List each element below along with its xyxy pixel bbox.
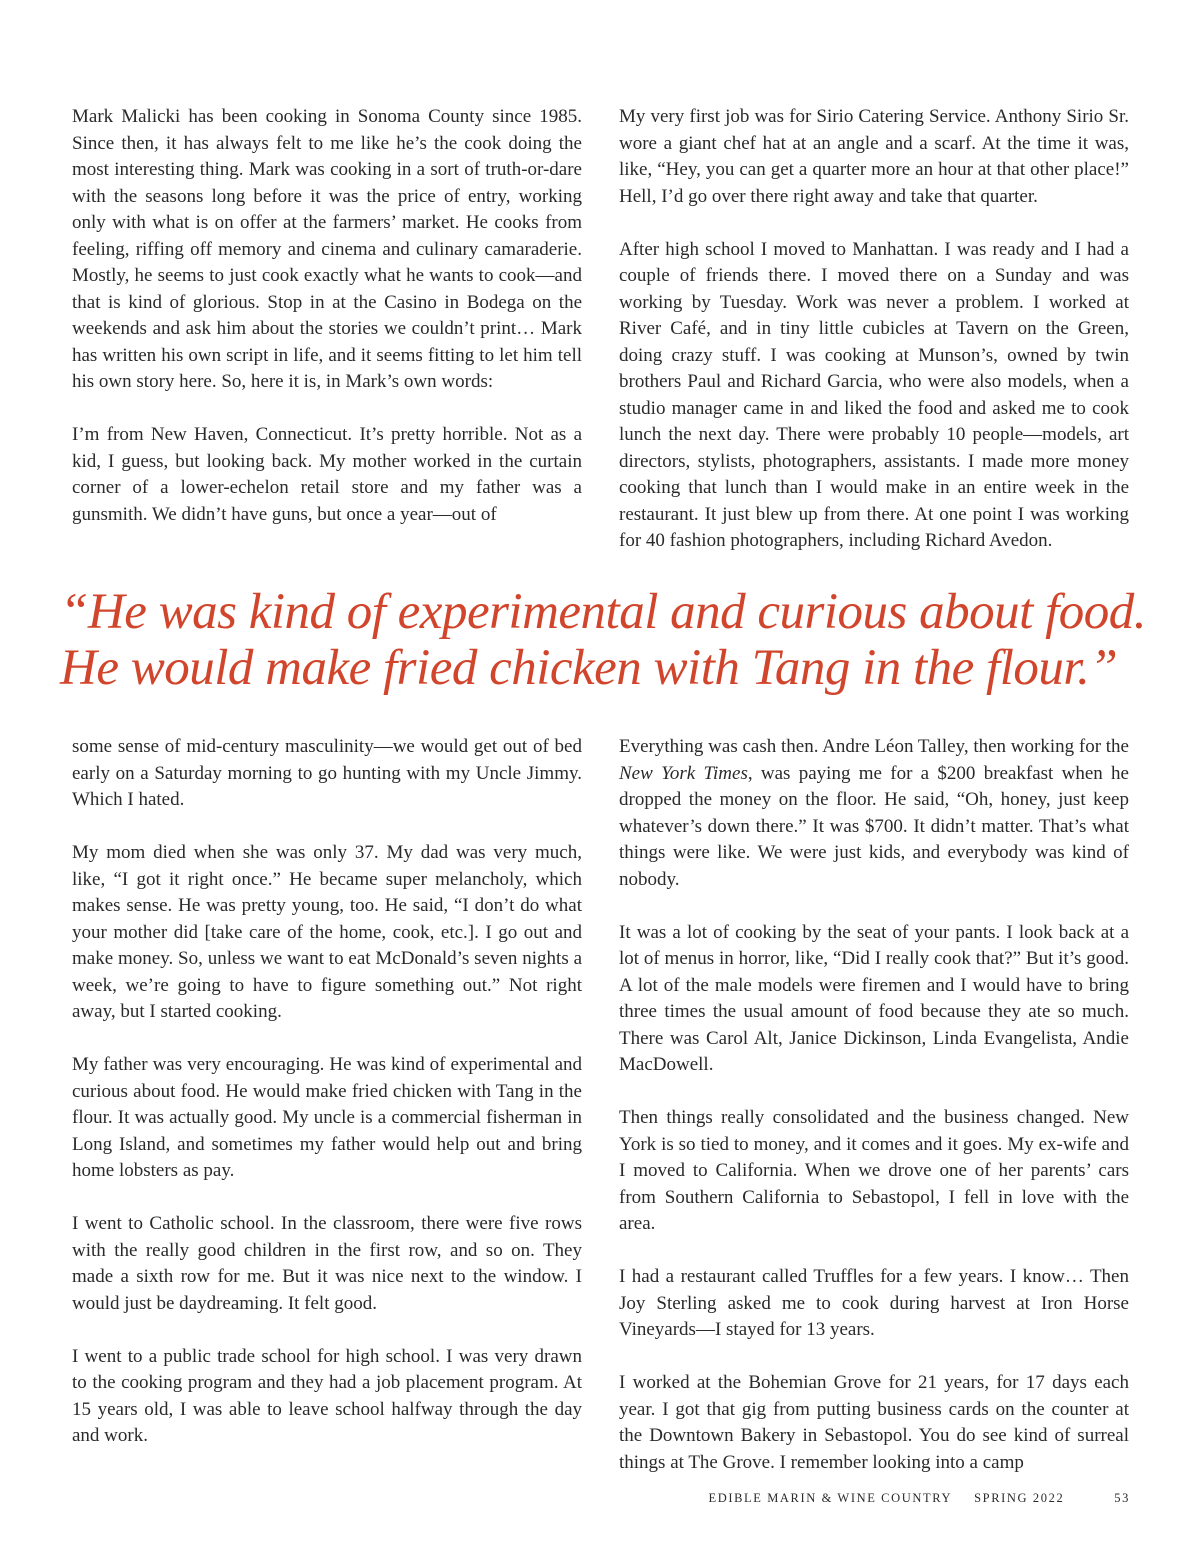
paragraph: Then things really consolidated and the business changed. New York is so tied to money, and it comes and it goes. My ex-wife and I moved to California. When we drove one of her parents’ cars from Southern California to Sebastopol, I fell in love with the area. (619, 1107, 1129, 1234)
paragraph (619, 734, 1129, 893)
page-footer (708, 1491, 1130, 1506)
paragraph: After high school I moved to Manhattan. I was ready and I had a couple of friends there. I moved there on a Sunday and was working by Tuesday. Work was never a problem. I worked at River Café, and in tiny little cubicles at Tavern on the Green, doing crazy stuff. I was cooking at Munson’s, owned by twin brothers Paul and Richard Garcia, who were also models, when a studio manager came in and liked the food and asked me to cook lunch the next day. There were probably 10 people—models, art directors, stylists, photographers, assistants. I made more money cooking that lunch than I would make in an entire week in the restaurant. It just blew up from there. At one point I was working for 40 fashion photographers, including Richard Avedon. (619, 238, 1129, 551)
article-column-bottom-right (619, 734, 1129, 1476)
paragraph: My mom died when she was only 37. My dad was very much, like, “I got it right once.” He became super melancholy, which makes sense. He was pretty young, too. He said, “I don’t do what your mother did [take care of the home, cook, etc.]. I go out and make money. So, unless we want to eat McDonald’s seven nights a week, we’re going to have to figure something out.” Not right away, but I started cooking. (72, 842, 582, 1022)
pull-quote-line: He would make fried chicken with Tang in the flour.” (60, 640, 1118, 696)
paragraph: I worked at the Bohemian Grove for 21 years, for 17 days each year. I got that gig from putting business cards on the counter at the Downtown Bakery in Sebastopol. You do see kind of surreal things at The Grove. I remember looking into a camp (619, 1372, 1129, 1473)
paragraph: some sense of mid-century masculinity—we would get out of bed early on a Saturday morning to go hunting with my Uncle Jimmy. Which I hated. (72, 736, 582, 810)
paragraph-text: Everything was cash then. Andre Léon Talley, then working for the (619, 736, 1129, 757)
pull-quote (60, 584, 1150, 696)
issue-date: SPRING 2022 (974, 1491, 1065, 1505)
magazine-name: EDIBLE MARIN & WINE COUNTRY (708, 1491, 953, 1505)
paragraph: My father was very encouraging. He was kind of experimental and curious about food. He would make fried chicken with Tang in the flour. It was actually good. My uncle is a commercial fisherman in Long Island, and sometimes my father would help out and bring home lobsters as pay. (72, 1054, 582, 1181)
article-column-bottom-left (72, 734, 582, 1450)
paragraph: I went to Catholic school. In the classroom, there were five rows with the really good children in the first row, and so on. They made a sixth row for me. But it was nice next to the window. I would just be daydreaming. It felt good. (72, 1213, 582, 1314)
page-number: 53 (1114, 1491, 1130, 1505)
publication-title: New York Times (619, 762, 748, 784)
paragraph: My very first job was for Sirio Catering Service. Anthony Sirio Sr. wore a giant chef hat at an angle and a scarf. At the time it was, like, “Hey, you can get a quarter more an hour at that other place!” Hell, I’d go over there right away and take that quarter. (619, 106, 1129, 207)
pull-quote-line: “He was kind of experimental and curious about food. (60, 584, 1146, 640)
paragraph: Mark Malicki has been cooking in Sonoma County since 1985. Since then, it has always felt to me like he’s the cook doing the most interesting thing. Mark was cooking in a sort of truth-or-dare with the seasons long before it was the price of entry, working only with what is on offer at the farmers’ market. He cooks from feeling, riffing off memory and cinema and culinary camaraderie. Mostly, he seems to just cook exactly what he wants to cook—and that is kind of glorious. Stop in at the Casino in Bodega on the weekends and ask him about the stories we couldn’t print… Mark has written his own script in life, and it seems fitting to let him tell his own story here. So, here it is, in Mark’s own words: (72, 106, 582, 392)
paragraph-text: , was paying me for a $200 breakfast when he dropped the money on the floor. He said, “Oh, honey, just keep whatever’s down there.” It was $700. It didn’t matter. That’s what things were like. We were just kids, and everybody was kind of nobody. (619, 762, 1129, 890)
article-column-top-left (72, 104, 582, 528)
article-column-top-right (619, 104, 1129, 555)
paragraph: I went to a public trade school for high school. I was very drawn to the cooking program and they had a job placement program. At 15 years old, I was able to leave school halfway through the day and work. (72, 1345, 582, 1446)
paragraph: I’m from New Haven, Connecticut. It’s pretty horrible. Not as a kid, I guess, but looking back. My mother worked in the curtain corner of a lower-echelon retail store and my father was a gunsmith. We didn’t have guns, but once a year—out of (72, 424, 582, 525)
paragraph: I had a restaurant called Truffles for a few years. I know… Then Joy Sterling asked me to cook during harvest at Iron Horse Vineyards—I stayed for 13 years. (619, 1266, 1129, 1340)
paragraph: It was a lot of cooking by the seat of your pants. I look back at a lot of menus in horror, like, “Did I really cook that?” But it’s good. A lot of the male models were firemen and I would have to bring three times the usual amount of food because they ate so much. There was Carol Alt, Janice Dickinson, Linda Evangelista, Andie MacDowell. (619, 921, 1129, 1075)
